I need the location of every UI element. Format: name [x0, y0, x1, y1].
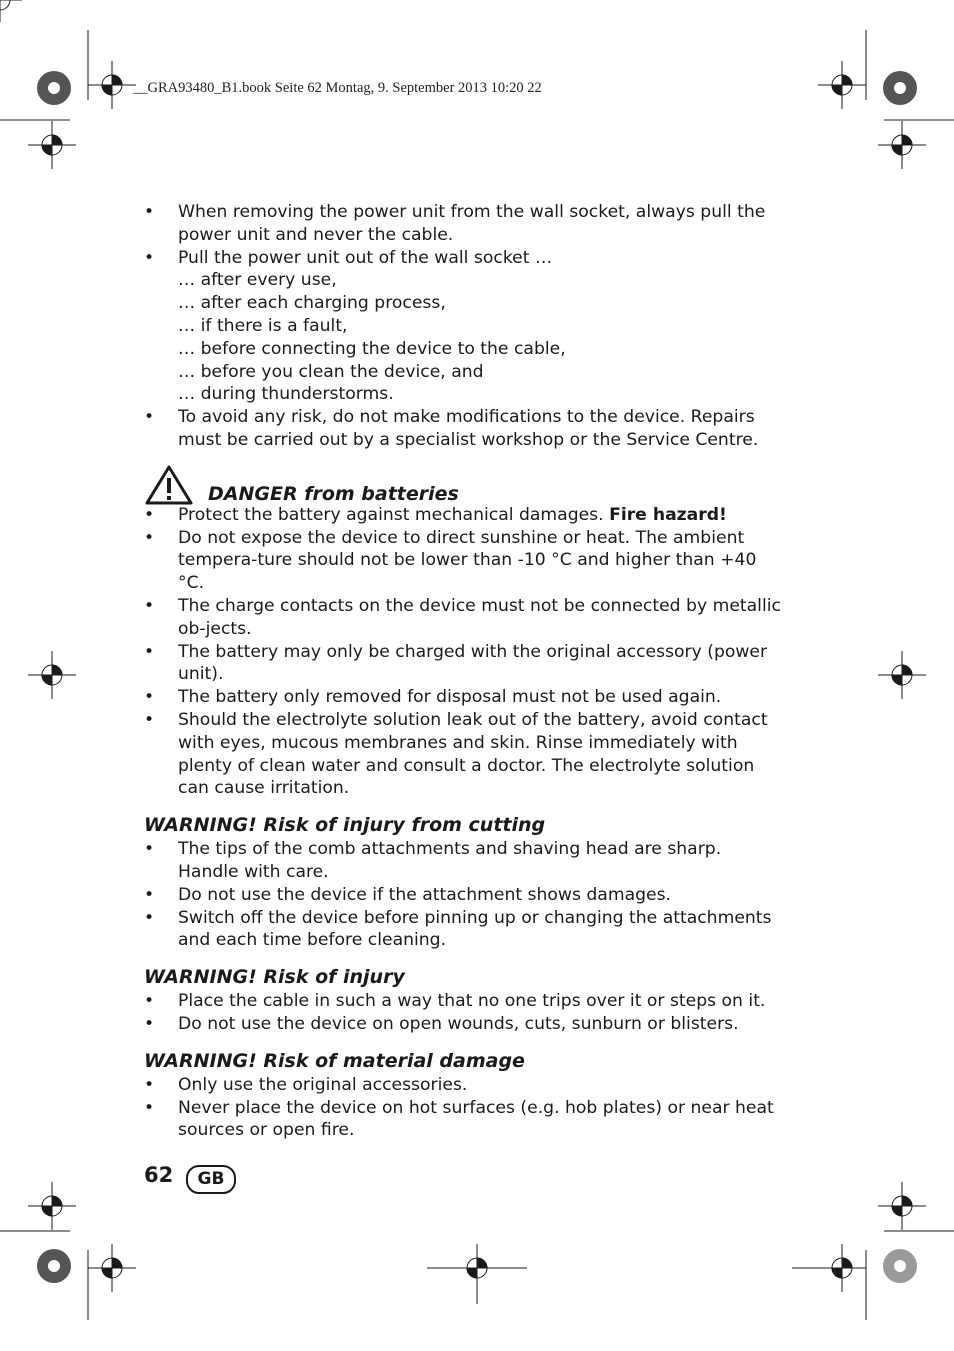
sub-item: … before you clean the device, and: [178, 361, 484, 382]
list-item: • Should the electrolyte solution leak out of the battery, avoid contact with eyes, mucous membranes and skin. Rinse immediately with plenty of clean water and consult a doctor. The electrolyte solution can cause irritation.: [144, 709, 768, 799]
intro-list: [144, 201, 784, 452]
injury-heading: WARNING! Risk of injury: [144, 966, 405, 989]
material-heading: WARNING! Risk of material damage: [144, 1049, 525, 1072]
sub-item: … after every use,: [178, 270, 337, 291]
list-item: • Place the cable in such a way that no one trips over it or steps on it.: [144, 991, 766, 1012]
language-badge: GB: [186, 1165, 236, 1194]
warning-triangle-icon: [144, 464, 194, 506]
list-item: • The tips of the comb attachments and shaving head are sharp. Handle with care.: [144, 839, 722, 882]
page-number: 62: [144, 1163, 174, 1187]
list-item: • Switch off the device before pinning up or changing the attachments and each time before cleaning.: [144, 907, 772, 951]
list-item: • Never place the device on hot surfaces (e.g. hob plates) or near heat sources or open fire.: [144, 1097, 774, 1141]
cutting-heading: WARNING! Risk of injury from cutting: [144, 814, 546, 837]
danger-list: [144, 504, 784, 800]
book-header-info: __GRA93480_B1.book Seite 62 Montag, 9. September 2013 10:20 22: [133, 80, 542, 96]
danger-heading: DANGER from batteries: [208, 482, 459, 505]
fire-hazard-emphasis: Fire hazard!: [609, 504, 727, 525]
sub-item: … after each charging process,: [178, 293, 446, 314]
page-content: [144, 201, 784, 1142]
list-item: • Only use the original accessories.: [144, 1074, 468, 1095]
list-item: • The charge contacts on the device must not be connected by metallic ob-jects.: [144, 595, 781, 639]
list-item: • When removing the power unit from the wall socket, always pull the power unit and never the cable.: [144, 202, 766, 245]
list-item: • Do not expose the device to direct sunshine or heat. The ambient tempera-ture should not be lower than -10 °C and higher than +40 °C.: [144, 527, 757, 594]
sub-item: … if there is a fault,: [178, 315, 348, 336]
material-list: [144, 1074, 784, 1142]
list-item: • Protect the battery against mechanical damages. Fire hazard!: [144, 504, 727, 525]
injury-list: [144, 990, 784, 1036]
list-item: • Do not use the device if the attachment shows damages.: [144, 884, 672, 905]
danger-heading-row: [144, 464, 784, 504]
sub-item: … during thunderstorms.: [178, 384, 394, 405]
sub-item: … before connecting the device to the cable,: [178, 338, 566, 359]
list-item: • The battery only removed for disposal must not be used again.: [144, 687, 722, 708]
list-item: • Pull the power unit out of the wall socket … … after every use, … after each charging process, … if there is a fault, … before connecting the device to the cable, … before you clean the device, and … during thunderstorms.: [144, 247, 784, 407]
list-item: • The battery may only be charged with the original accessory (power unit).: [144, 641, 768, 685]
list-item: • To avoid any risk, do not make modifications to the device. Repairs must be carried out by a specialist workshop or the Service Centre.: [144, 407, 759, 450]
list-item: • Do not use the device on open wounds, cuts, sunburn or blisters.: [144, 1013, 739, 1034]
cutting-list: [144, 838, 784, 952]
